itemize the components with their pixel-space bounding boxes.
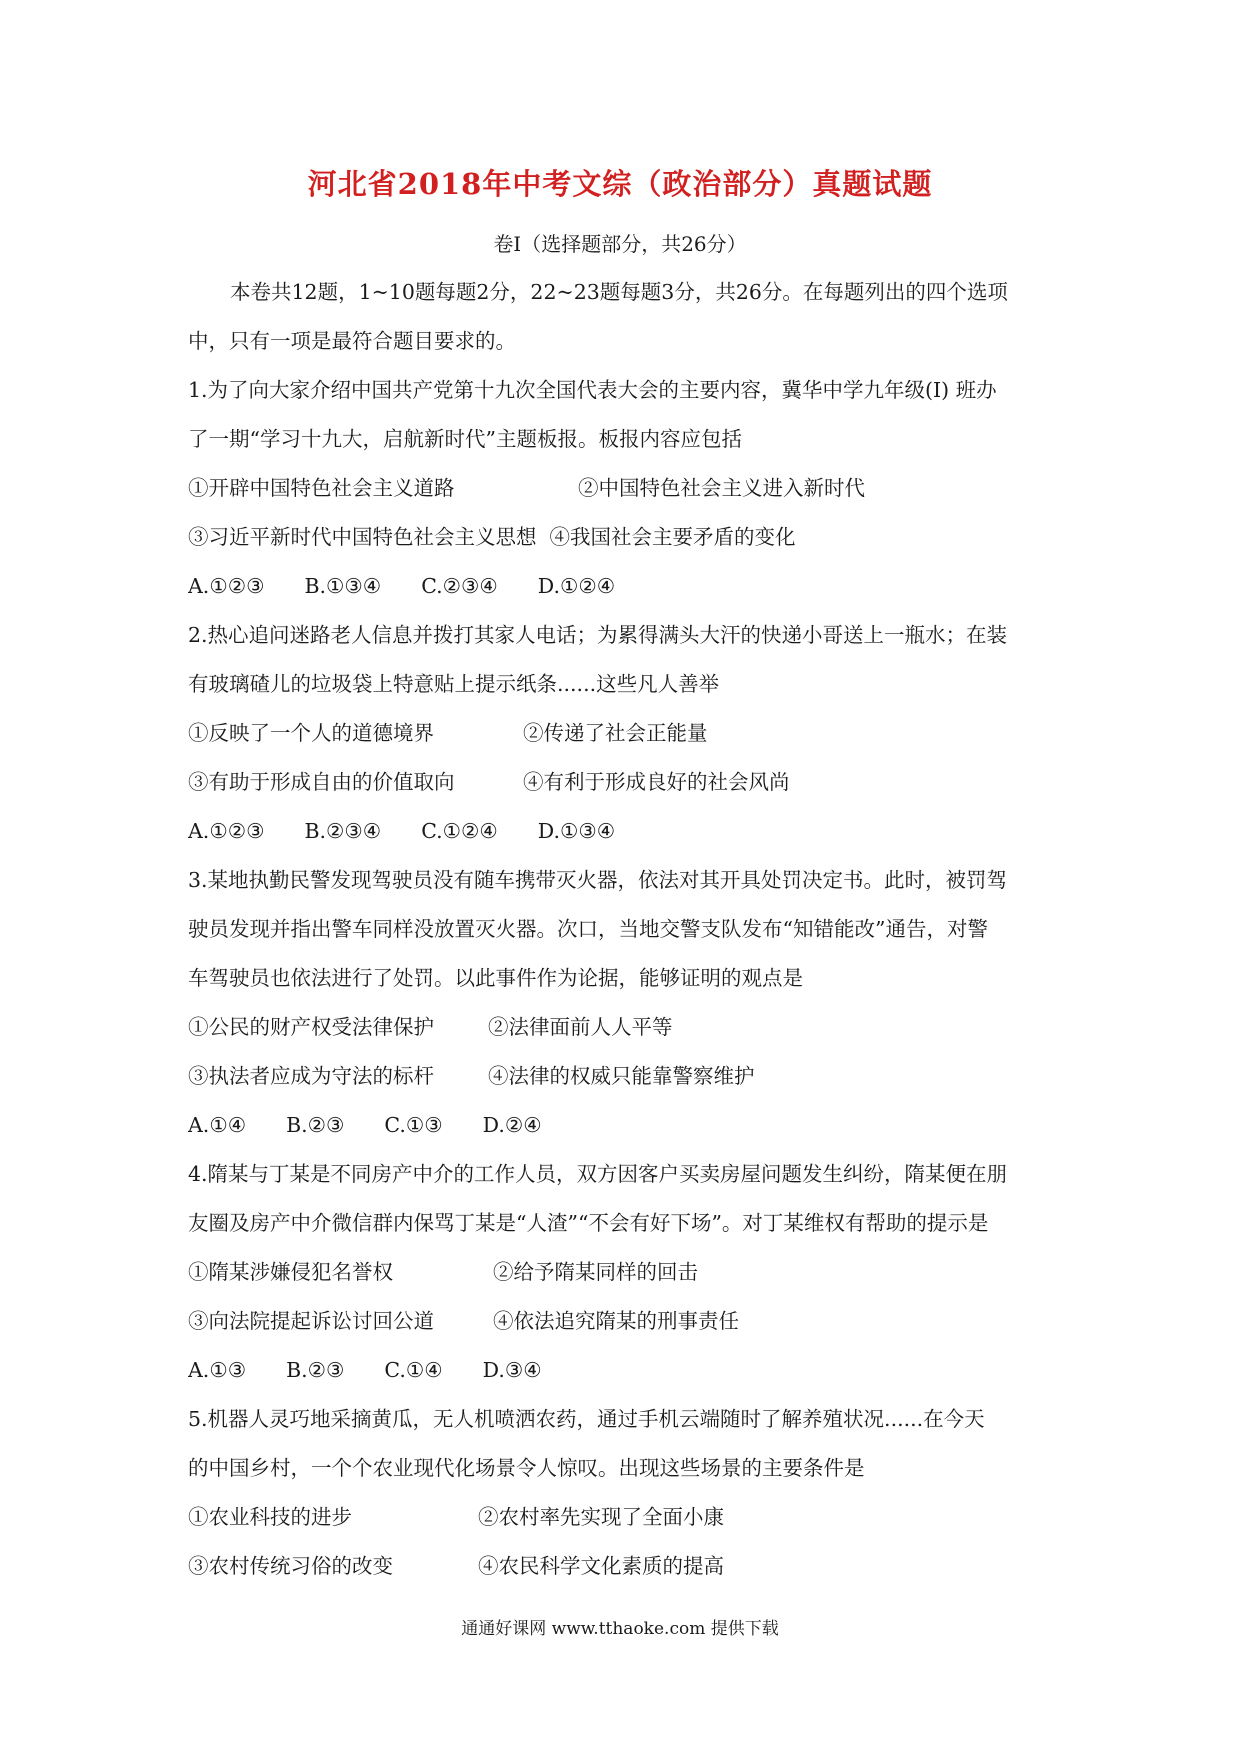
answer-choice: A.①④ — [188, 1113, 247, 1137]
intro-line: 本卷共12题，1~10题每题2分，22~23题每题3分，共26分。在每题列出的四个选项 — [230, 280, 1008, 304]
question-4-stem: 4.隋某与丁某是不同房产中介的工作人员，双方因客户买卖房屋问题发生纠纷，隋某便在朋 — [188, 1162, 1008, 1186]
answer-choice: D.③④ — [482, 1358, 542, 1382]
question-3-stem: 车驾驶员也依法进行了处罚。以此事件作为论据，能够证明的观点是 — [188, 966, 803, 990]
question-5-options — [188, 1493, 1058, 1542]
answer-choice: C.①④ — [384, 1358, 443, 1382]
question-5-stem: 5.机器人灵巧地采摘黄瓜，无人机喷洒农药，通过手机云端随时了解养殖状况......在今天 — [188, 1407, 985, 1431]
answer-choice: C.①③ — [384, 1113, 443, 1137]
answer-choice: A.①②③ — [188, 574, 265, 598]
question-1-answers — [188, 562, 1058, 611]
option: ①开辟中国特色社会主义道路 — [188, 476, 455, 500]
question-3-stem: 3.某地执勤民警发现驾驶员没有随车携带灭火器，依法对其开具处罚决定书。此时，被罚驾 — [188, 868, 1008, 892]
option: ③有助于形成自由的价值取向 — [188, 770, 455, 794]
option: ②传递了社会正能量 — [523, 721, 708, 745]
answer-choice: B.②③ — [286, 1113, 345, 1137]
question-2-stem: 有玻璃碴儿的垃圾袋上特意贴上提示纸条......这些凡人善举 — [188, 672, 720, 696]
option: ④依法追究隋某的刑事责任 — [493, 1309, 739, 1333]
question-3-options — [188, 1052, 1058, 1101]
option: ②给予隋某同样的回击 — [493, 1260, 698, 1284]
question-1-stem: 了一期“学习十九大，启航新时代”主题板报。板报内容应包括 — [188, 427, 742, 451]
question-1-options — [188, 513, 1058, 562]
question-1-options — [188, 464, 1058, 513]
question-2-stem: 2.热心追问迷路老人信息并拨打其家人电话；为累得满头大汗的快递小哥送上一瓶水；在装 — [188, 623, 1008, 647]
option: ②法律面前人人平等 — [488, 1015, 673, 1039]
option: ③农村传统习俗的改变 — [188, 1554, 393, 1578]
question-5-stem: 的中国乡村，一个个农业现代化场景令人惊叹。出现这些场景的主要条件是 — [188, 1456, 865, 1480]
answer-choice: D.①③④ — [537, 819, 616, 843]
option: ②中国特色社会主义进入新时代 — [578, 476, 865, 500]
answer-choice: D.②④ — [482, 1113, 542, 1137]
question-3-stem: 驶员发现并指出警车同样没放置灭火器。次口，当地交警支队发布“知错能改”通告，对警 — [188, 917, 988, 941]
answer-choice: B.①③④ — [304, 574, 382, 598]
exam-content — [188, 268, 1058, 1591]
option: ④法律的权威只能靠警察维护 — [488, 1064, 755, 1088]
option: ④农民科学文化素质的提高 — [478, 1554, 724, 1578]
question-4-stem: 友圈及房产中介微信群内保骂丁某是“人渣”“不会有好下场”。对丁某维权有帮助的提示是 — [188, 1211, 989, 1235]
section-subtitle: 卷Ⅰ（选择题部分，共26分） — [493, 232, 747, 256]
option: ③执法者应成为守法的标杆 — [188, 1064, 434, 1088]
option: ①隋某涉嫌侵犯名誉权 — [188, 1260, 393, 1284]
question-4-options — [188, 1248, 1058, 1297]
question-1-stem: 1.为了向大家介绍中国共产党第十九次全国代表大会的主要内容，冀华中学九年级(I) 班办 — [188, 378, 997, 402]
question-5-options — [188, 1542, 1058, 1591]
question-3-options — [188, 1003, 1058, 1052]
option: ②农村率先实现了全面小康 — [478, 1505, 724, 1529]
answer-choice: A.①③ — [188, 1358, 247, 1382]
question-2-options — [188, 758, 1058, 807]
option: ④我国社会主要矛盾的变化 — [549, 525, 796, 549]
option: ④有利于形成良好的社会风尚 — [523, 770, 790, 794]
answer-choice: B.②③ — [286, 1358, 345, 1382]
answer-choice: C.②③④ — [421, 574, 498, 598]
question-2-answers — [188, 807, 1058, 856]
answer-choice: D.①②④ — [537, 574, 616, 598]
question-4-options — [188, 1297, 1058, 1346]
intro-line: 中，只有一项是最符合题目要求的。 — [188, 329, 516, 353]
answer-choice: C.①②④ — [421, 819, 498, 843]
page-title: 河北省2018年中考文综（政治部分）真题试题 — [307, 167, 933, 201]
option: ③习近平新时代中国特色社会主义思想 — [188, 525, 537, 549]
question-4-answers — [188, 1346, 1058, 1395]
question-3-answers — [188, 1101, 1058, 1150]
question-2-options — [188, 709, 1058, 758]
answer-choice: A.①②③ — [188, 819, 265, 843]
option: ③向法院提起诉讼讨回公道 — [188, 1309, 434, 1333]
page-footer: 通通好课网 www.tthaoke.com 提供下载 — [461, 1619, 779, 1639]
option: ①农业科技的进步 — [188, 1505, 352, 1529]
option: ①反映了一个人的道德境界 — [188, 721, 434, 745]
option: ①公民的财产权受法律保护 — [188, 1015, 434, 1039]
answer-choice: B.②③④ — [304, 819, 382, 843]
